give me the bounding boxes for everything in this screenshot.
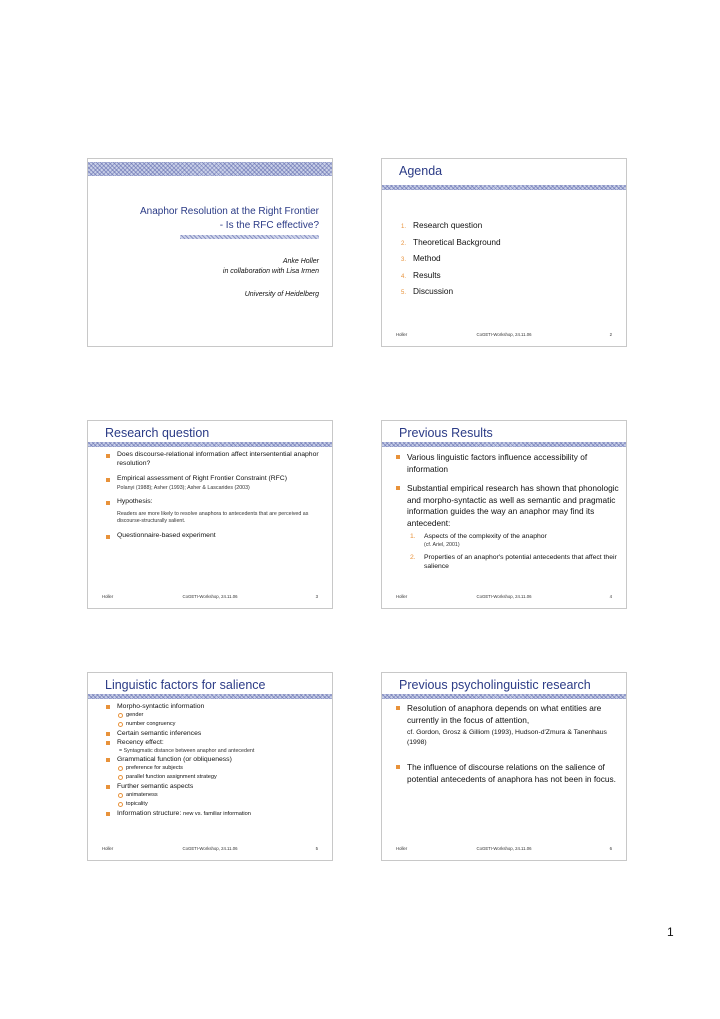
slide-footer: Holler CoGETI-Workshop, 24.11.06 6 — [396, 846, 612, 851]
page-number: 1 — [667, 925, 674, 939]
presentation-title: Anaphor Resolution at the Right Frontier - Is the RFC effective? — [140, 206, 319, 231]
bullet-list — [106, 451, 321, 540]
bullet-item: Further semantic aspects animateness topicality — [106, 782, 324, 809]
bullet-item: Various linguistic factors influence accessibility of information — [396, 452, 622, 475]
sub-item: animateness — [117, 791, 324, 800]
bullet-item: Grammatical function (or obliqueness) preference for subjects parallel function assignment strategy — [106, 755, 324, 782]
slide-footer: Holler CoGETI-Workshop, 24.11.06 5 — [102, 846, 318, 851]
agenda-item: 2. Theoretical Background — [401, 236, 501, 247]
slide-title: Previous Results — [399, 426, 493, 440]
author-name: Anke Holler — [282, 258, 319, 265]
slide-footer: Holler CoGETI-Workshop, 24.11.06 2 — [396, 332, 612, 337]
agenda-list — [401, 218, 501, 301]
numbered-list — [410, 532, 620, 571]
slide-3-research-question — [87, 420, 333, 609]
bullet-item: Certain semantic inferences — [106, 729, 324, 738]
numbered-item: 2. Properties of an anaphor's potential antecedents that affect their salience — [410, 554, 617, 570]
bullet-item: Substantial empirical research has shown that phonologic and morpho-syntactic as well as semantic and pragmatic information guides the way an anaphor may find its antecedent: — [396, 483, 622, 529]
slide-2-agenda — [381, 158, 627, 347]
author-block — [223, 257, 319, 300]
sub-item: preference for subjects — [117, 764, 324, 773]
bullet-item: Does discourse-relational information affect intersentential anaphor resolution? — [106, 451, 321, 468]
slide-header-pattern — [382, 694, 626, 699]
agenda-item: 4. Results — [401, 269, 441, 280]
agenda-item: 3. Method — [401, 253, 441, 263]
slide-header-pattern — [88, 162, 332, 176]
bullet-item: Hypothesis: Readers are more likely to resolve anaphora to antecedents that are perceived as discourse-structurally salient. — [106, 498, 321, 526]
bullet-item: The influence of discourse relations on the salience of potential antecedents of anaphora has not been in focus. — [396, 762, 622, 785]
slide-header-pattern — [88, 694, 332, 699]
bullet-list — [396, 452, 622, 529]
slide-5-linguistic-factors — [87, 672, 333, 861]
slide-title: Research question — [105, 426, 210, 440]
slide-title: Previous psycholinguistic research — [399, 678, 591, 692]
sub-item: number congruency — [117, 720, 324, 729]
title-underline — [180, 235, 319, 239]
slide-1-title — [87, 158, 333, 347]
bullet-item: Resolution of anaphora depends on what entities are currently in the focus of attention, cf. Gordon, Grosz & Gilliom (1993), Hudson-d'Zmura & Tanenhaus (1998) — [396, 703, 622, 748]
slide-footer: Holler CoGETI-Workshop, 24.11.06 3 — [102, 594, 318, 599]
slide-4-previous-results — [381, 420, 627, 609]
sub-item: gender — [117, 711, 324, 720]
slide-title: Agenda — [399, 164, 443, 178]
bullet-item: Morpho-syntactic information gender number congruency — [106, 702, 324, 729]
bullet-list — [396, 703, 622, 785]
agenda-item: 1. Research question — [401, 220, 483, 230]
bullet-item: Questionnaire-based experiment — [106, 532, 321, 541]
numbered-item: 1. Aspects of the complexity of the anaphor (cf. Ariel, 2001) — [410, 533, 547, 548]
bullet-item: Information structure: new vs. familiar information — [106, 809, 324, 819]
sub-item: parallel function assignment strategy — [117, 773, 324, 782]
bullet-item: Recency effect: = Syntagmatic distance between anaphor and antecedent — [106, 738, 324, 755]
bullet-item: Empirical assessment of Right Frontier Constraint (RFC) Polanyi (1988); Asher (1993); Asher & Lascarides (2003) — [106, 475, 321, 492]
slide-title: Linguistic factors for salience — [105, 678, 266, 692]
slide-header-pattern — [88, 442, 332, 447]
citation: cf. Gordon, Grosz & Gilliom (1993), Hudson-d'Zmura & Tanenhaus (1998) — [407, 729, 607, 746]
slide-footer: Holler CoGETI-Workshop, 24.11.06 4 — [396, 594, 612, 599]
agenda-item: 5. Discussion — [401, 286, 454, 296]
slide-header-pattern — [382, 185, 626, 190]
affiliation: University of Heidelberg — [244, 291, 319, 298]
collaboration-note: in collaboration with Lisa Irmen — [222, 268, 319, 275]
sub-item: topicality — [117, 800, 324, 809]
slide-header-pattern — [382, 442, 626, 447]
bullet-list — [106, 702, 324, 819]
slide-6-psycholinguistic-research — [381, 672, 627, 861]
